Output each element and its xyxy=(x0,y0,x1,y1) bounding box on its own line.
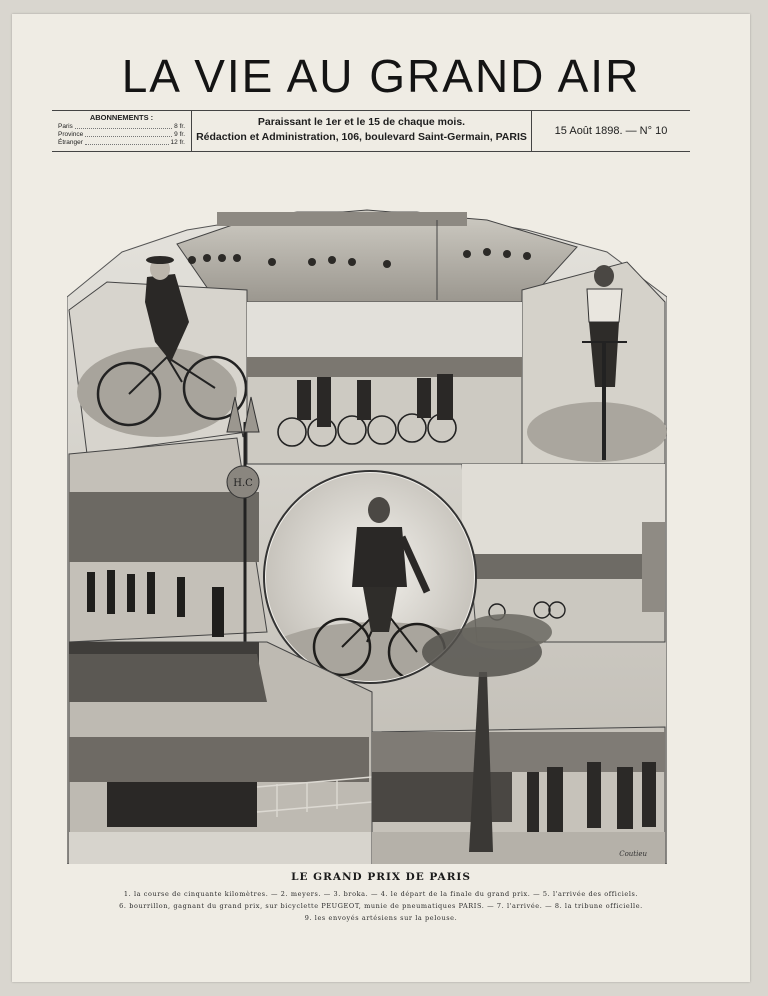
subscription-label: Paris xyxy=(58,123,73,130)
magazine-page xyxy=(12,14,750,982)
caption-line: 6. bourrillon, gagnant du grand prix, sur bicyclette PEUGEOT, munie de pneumatiques PARIS. — 7. l'arrivée. — 8. la tribune officielle. xyxy=(119,902,643,910)
photo-collage xyxy=(67,192,667,864)
masthead-title: LA VIE AU GRAND AIR xyxy=(121,50,641,102)
publication-address: Rédaction et Administration, 106, boulevard Saint-Germain, PARIS xyxy=(196,131,527,143)
flag-initials: H.C xyxy=(233,478,253,489)
publication-frequency: Paraissant le 1er et le 15 de chaque mois. xyxy=(257,116,466,128)
subscription-row xyxy=(58,131,185,139)
photo-signature: Coutieu xyxy=(619,850,647,858)
subscription-row xyxy=(58,123,185,131)
subscription-price: 12 fr. xyxy=(170,139,185,146)
caption-line: 1. la course de cinquante kilomètres. — 2. meyers. — 3. broka. — 4. le départ de la finale du grand prix. — 5. l'arrivée des officiels. xyxy=(123,890,639,898)
subscription-label: Province xyxy=(58,131,84,138)
info-bar xyxy=(52,110,690,152)
subscription-row xyxy=(58,139,185,147)
subscriptions-box xyxy=(52,111,192,151)
subscription-price: 8 fr. xyxy=(174,123,185,130)
caption-lines xyxy=(42,888,720,924)
caption-title: LE GRAND PRIX DE PARIS xyxy=(291,871,471,883)
publication-box xyxy=(192,111,532,151)
subscription-price: 9 fr. xyxy=(174,131,185,138)
subscription-label: Étranger xyxy=(58,139,83,146)
subscriptions-title: ABONNEMENTS : xyxy=(89,113,154,122)
caption-line: 9. les envoyés artésiens sur la pelouse. xyxy=(304,914,458,922)
issue-date: 15 Août 1898. — N° 10 xyxy=(554,125,668,137)
